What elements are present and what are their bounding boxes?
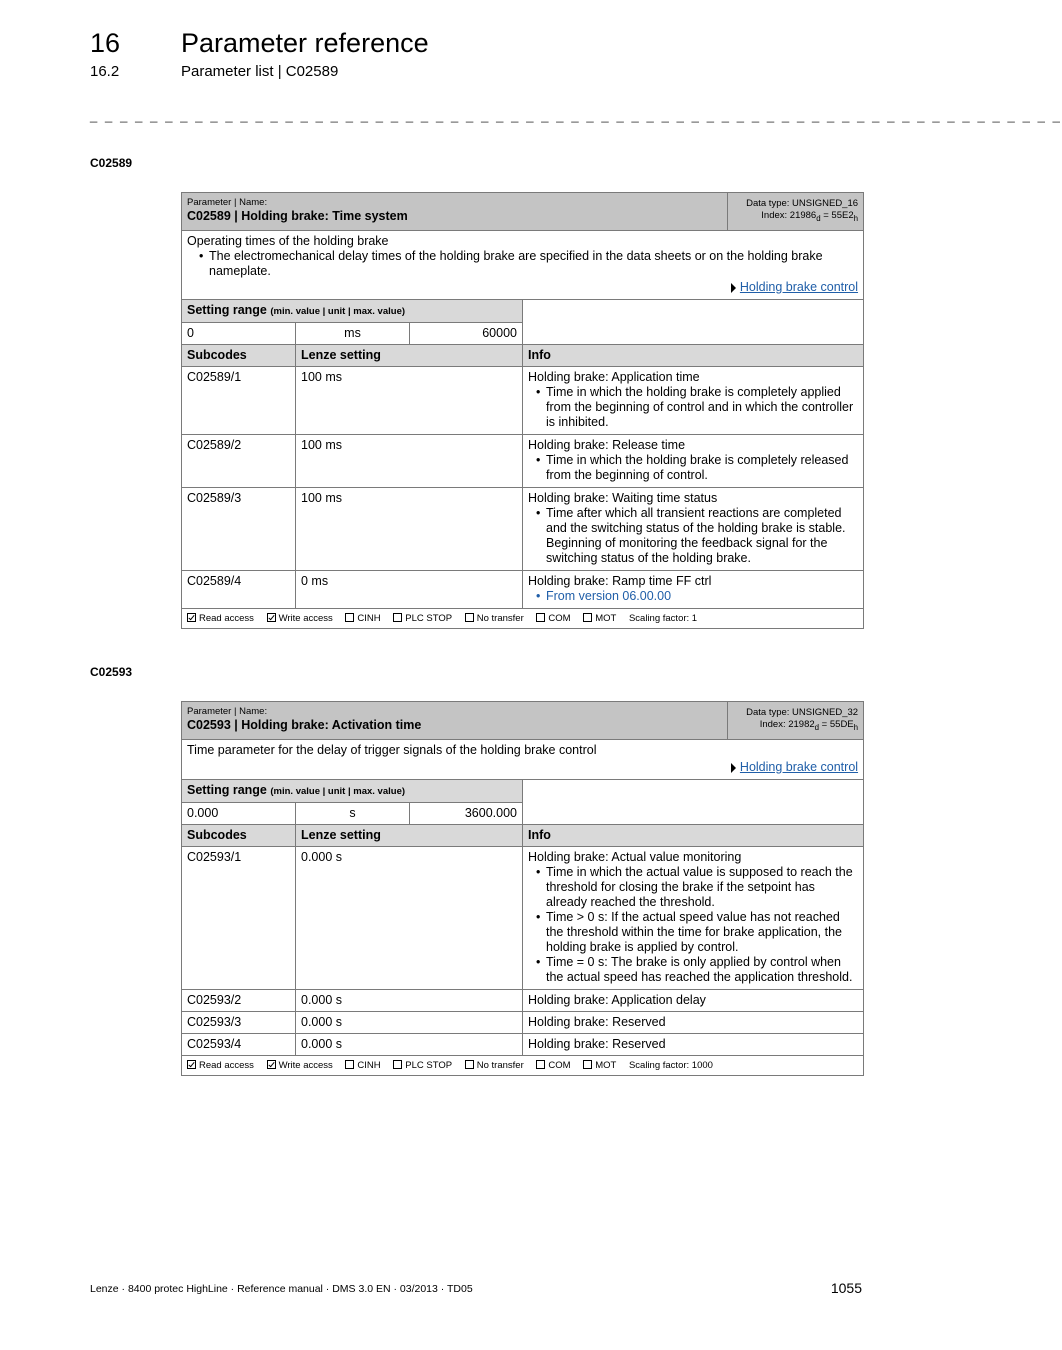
parameter-name-cell: [182, 193, 728, 230]
data-type-cell: [728, 702, 863, 739]
range-unit: s: [296, 802, 410, 824]
plc-stop-flag: PLC STOP: [393, 613, 452, 624]
subcode: C02593/1: [182, 846, 296, 989]
range-min: 0.000: [182, 802, 296, 824]
no-transfer-flag: No transfer: [465, 613, 524, 624]
table-row: [182, 434, 864, 487]
checkbox-empty-icon: [583, 1060, 592, 1069]
access-flags-row: [182, 608, 864, 628]
chapter-number: 16: [90, 28, 121, 58]
cinh-flag: CINH: [345, 1060, 380, 1071]
checkbox-empty-icon: [465, 1060, 474, 1069]
checkbox-empty-icon: [393, 1060, 402, 1069]
info-bullet: • Time after which all transient reactions are completed and the switching status of the holding brake is stable. Beginning of monitoring the feedback signal for the switching status of the holding brake.: [546, 506, 858, 566]
lenze-setting: 0.000 s: [296, 1033, 523, 1055]
info-bullet: • Time > 0 s: If the actual speed value has not reached the threshold within the time for brake application, the holding brake is applied by control.: [546, 910, 858, 955]
access-flags-row: [182, 1055, 864, 1075]
read-access-flag: Read access: [187, 1060, 254, 1071]
range-max: 3600.000: [410, 802, 523, 824]
description-row: [182, 739, 864, 779]
info-title: Holding brake: Reserved: [523, 1011, 864, 1033]
col-subcodes: Subcodes: [182, 824, 296, 846]
col-info: Info: [523, 344, 864, 366]
scaling-factor: Scaling factor: 1000: [628, 1059, 713, 1071]
col-lenze-setting: Lenze setting: [296, 344, 523, 366]
info-bullet: • Time in which the holding brake is completely released from the beginning of control.: [546, 453, 858, 483]
parameter-heading-c02593: C02593: [90, 665, 133, 679]
parameter-description: Operating times of the holding brake: [187, 233, 389, 248]
parameter-name-label: Parameter | Name:: [187, 706, 268, 717]
subcode: C02593/3: [182, 1011, 296, 1033]
parameter-description: Time parameter for the delay of trigger signals of the holding brake control: [187, 742, 597, 757]
col-info: Info: [523, 824, 864, 846]
subcodes-header-row: [182, 824, 864, 846]
setting-range-label: Setting range: [187, 302, 267, 317]
arrow-right-icon: [731, 763, 736, 773]
data-type: Data type: UNSIGNED_32: [746, 707, 859, 718]
lenze-setting: 0.000 s: [296, 1011, 523, 1033]
lenze-setting: 0 ms: [296, 570, 523, 608]
subcode: C02589/1: [182, 366, 296, 434]
checkbox-checked-icon: [187, 1060, 196, 1069]
parameter-name-label: Parameter | Name:: [187, 197, 268, 208]
lenze-setting: 100 ms: [296, 366, 523, 434]
checkbox-empty-icon: [345, 1060, 354, 1069]
chapter-title: Parameter reference: [181, 28, 429, 58]
data-type-cell: [728, 193, 863, 230]
info-title: Holding brake: Ramp time FF ctrl: [528, 573, 712, 588]
setting-range-header: [182, 779, 864, 802]
info-bullet: • Time = 0 s: The brake is only applied by control when the actual speed has reached the application threshold.: [546, 955, 858, 985]
mot-flag: MOT: [583, 1060, 616, 1071]
lenze-setting: 100 ms: [296, 487, 523, 570]
info-title: Holding brake: Waiting time status: [528, 490, 718, 505]
subcode: C02593/4: [182, 1033, 296, 1055]
checkbox-checked-icon: [267, 613, 276, 622]
page-number: 1055: [830, 1280, 862, 1296]
lenze-setting: 0.000 s: [296, 846, 523, 989]
parameter-name: C02593 | Holding brake: Activation time: [187, 718, 422, 732]
section-title: Parameter list | C02589: [181, 63, 339, 80]
subcode: C02593/2: [182, 989, 296, 1011]
checkbox-empty-icon: [393, 613, 402, 622]
description-bullet: • The electromechanical delay times of the holding brake are specified in the data sheets or on the holding brake nameplate.: [209, 249, 858, 279]
no-transfer-flag: No transfer: [465, 1060, 524, 1071]
info-title: Holding brake: Actual value monitoring: [528, 849, 742, 864]
subcode: C02589/3: [182, 487, 296, 570]
range-unit: ms: [296, 322, 410, 344]
checkbox-empty-icon: [536, 1060, 545, 1069]
setting-range-label: Setting range: [187, 782, 267, 797]
link-holding-brake-control[interactable]: Holding brake control: [187, 280, 858, 295]
subcode: C02589/2: [182, 434, 296, 487]
parameter-table-c02593: [181, 701, 864, 1076]
section-number: 16.2: [90, 63, 120, 80]
info-title: Holding brake: Application time: [528, 369, 700, 384]
scaling-factor: Scaling factor: 1: [628, 612, 698, 624]
parameter-name-cell: [182, 702, 728, 739]
info-bullet: • Time in which the holding brake is completely applied from the beginning of control and in which the controller is inhibited.: [546, 385, 858, 430]
table-row: [182, 570, 864, 608]
info-title: Holding brake: Application delay: [523, 989, 864, 1011]
range-max: 60000: [410, 322, 523, 344]
lenze-setting: 0.000 s: [296, 989, 523, 1011]
version-link[interactable]: • From version 06.00.00: [546, 589, 858, 604]
checkbox-empty-icon: [465, 613, 474, 622]
com-flag: COM: [536, 1060, 570, 1071]
setting-range-hint: (min. value | unit | max. value): [270, 305, 406, 317]
info-title: Holding brake: Release time: [528, 437, 686, 452]
table-row: [182, 366, 864, 434]
parameter-heading-c02589: C02589: [90, 156, 133, 170]
parameter-index: Index: $21982_d = 55DE_h$: [759, 719, 859, 732]
table-row: [182, 1033, 864, 1055]
checkbox-empty-icon: [583, 613, 592, 622]
link-holding-brake-control[interactable]: Holding brake control: [187, 760, 858, 775]
cinh-flag: CINH: [345, 613, 380, 624]
table-row: [182, 846, 864, 989]
setting-range-header: [182, 299, 864, 322]
parameter-index: Index: $21986_d = 55E2_h$: [761, 210, 859, 223]
subcode: C02589/4: [182, 570, 296, 608]
plc-stop-flag: PLC STOP: [393, 1060, 452, 1071]
mot-flag: MOT: [583, 613, 616, 624]
table-row: [182, 989, 864, 1011]
com-flag: COM: [536, 613, 570, 624]
parameter-name: C02589 | Holding brake: Time system: [187, 209, 408, 223]
setting-range-hint: (min. value | unit | max. value): [270, 785, 406, 797]
write-access-flag: Write access: [267, 1060, 333, 1071]
description-row: [182, 230, 864, 299]
parameter-table-c02589: [181, 192, 864, 629]
checkbox-empty-icon: [345, 613, 354, 622]
checkbox-checked-icon: [267, 1060, 276, 1069]
separator-line: _ _ _ _ _ _ _ _ _ _ _ _ _ _ _ _ _ _ _ _ _ _ _ _ _ _ _ _ _ _ _ _ _ _ _ _ _ _ _ _ _ _ _ _ _ _ _ _ _ _ _ _ _ _ _ _ _ _ _ _ _ _ _ _ _: [90, 108, 1062, 123]
col-lenze-setting: Lenze setting: [296, 824, 523, 846]
checkbox-empty-icon: [536, 613, 545, 622]
table-row: [182, 1011, 864, 1033]
write-access-flag: Write access: [267, 613, 333, 624]
read-access-flag: Read access: [187, 613, 254, 624]
info-bullet: • Time in which the actual value is supposed to reach the threshold for closing the brake if the setpoint has already reached the threshold.: [546, 865, 858, 910]
range-min: 0: [182, 322, 296, 344]
parameter-header-row: [182, 193, 864, 231]
info-title: Holding brake: Reserved: [523, 1033, 864, 1055]
table-row: [182, 487, 864, 570]
checkbox-checked-icon: [187, 613, 196, 622]
lenze-setting: 100 ms: [296, 434, 523, 487]
subcodes-header-row: [182, 344, 864, 366]
data-type: Data type: UNSIGNED_16: [746, 198, 859, 209]
arrow-right-icon: [731, 283, 736, 293]
col-subcodes: Subcodes: [182, 344, 296, 366]
parameter-header-row: [182, 702, 864, 740]
page-footer: Lenze · 8400 protec HighLine · Reference manual · DMS 3.0 EN · 03/2013 · TD05: [90, 1283, 473, 1295]
